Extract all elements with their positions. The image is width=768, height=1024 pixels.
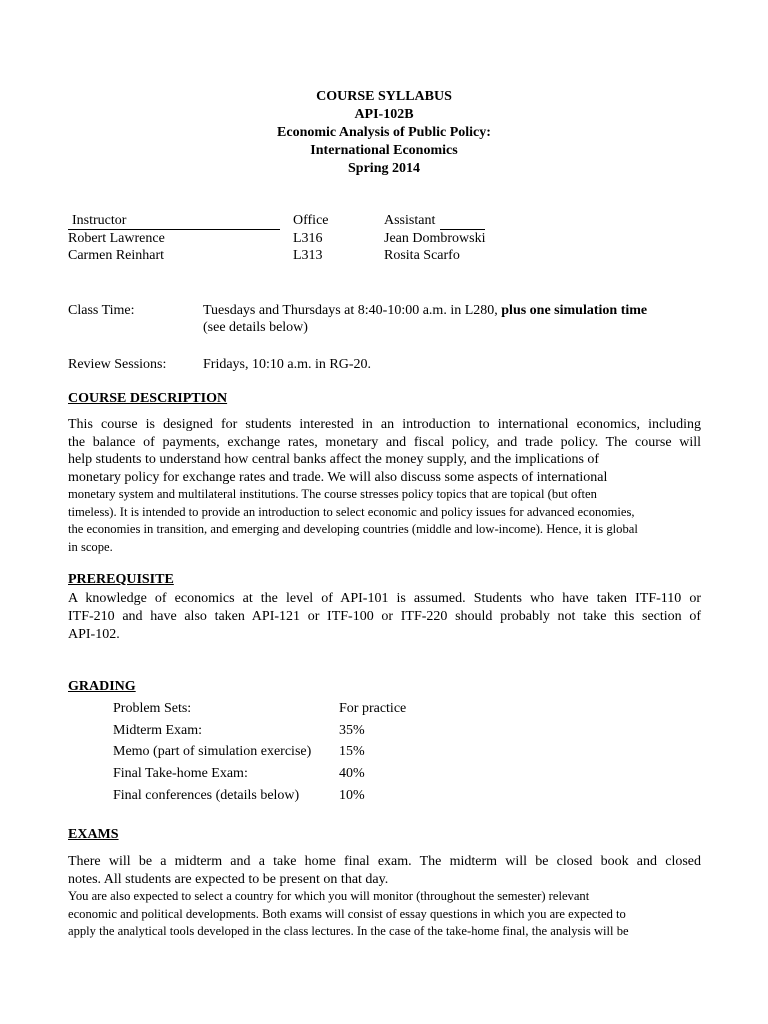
class-time-label: Class Time: [68, 303, 135, 318]
paragraph-line: You are also expected to select a country for which you will monitor (throughout the semester) relevant [68, 889, 590, 903]
paragraph-line: API-102. [68, 627, 120, 642]
course-name-line2: International Economics [310, 143, 458, 158]
assistant-1: Jean Dombrowski [384, 231, 486, 246]
paragraph-line: monetary system and multilateral institutions. The course stresses policy topics that are topical (but often [68, 487, 597, 501]
instructor-1: Robert Lawrence [68, 231, 165, 246]
syllabus-title: COURSE SYLLABUS [316, 89, 452, 104]
grading-heading: GRADING [68, 679, 136, 694]
review-label: Review Sessions: [68, 357, 167, 372]
course-code: API-102B [354, 107, 414, 122]
grading-item-label: Midterm Exam: [113, 723, 203, 738]
grading-item-label: Final Take-home Exam: [113, 766, 248, 781]
header-underline [68, 229, 280, 230]
paragraph-line: in scope. [68, 539, 113, 554]
class-time-emphasis: plus one simulation time [501, 303, 648, 318]
grading-item-value: 10% [339, 788, 365, 803]
grading-item-value: For practice [339, 701, 407, 716]
paragraph-line: the economies in transition, and emerging and developing countries (middle and low-income). Hence, it is global [68, 522, 638, 536]
office-1: L316 [293, 231, 323, 246]
paragraph-line: A knowledge of economics at the level of API-101 is assumed. Students who have taken ITF-110 or [68, 591, 701, 606]
grading-item-label: Problem Sets: [113, 701, 192, 716]
class-time-text: Tuesdays and Thursdays at 8:40-10:00 a.m. in L280, [203, 303, 498, 318]
header-instructor: Instructor [72, 213, 127, 228]
paragraph-line: economic and political developments. Both exams will consist of essay questions in which you are expected to [68, 906, 626, 921]
paragraph-line: There will be a midterm and a take home final exam. The midterm will be closed book and closed [68, 854, 701, 869]
review-value: Fridays, 10:10 a.m. in RG-20. [203, 357, 371, 372]
assistant-2: Rosita Scarfo [384, 248, 460, 263]
instructor-2: Carmen Reinhart [68, 248, 165, 263]
exams-text [68, 853, 701, 941]
paragraph-line: This course is designed for students interested in an introduction to international economics, including [68, 417, 701, 432]
exams-heading: EXAMS [68, 827, 119, 842]
grading-item-value: 40% [339, 766, 365, 781]
course-description-text [68, 416, 701, 556]
grading-item-label: Memo (part of simulation exercise) [113, 744, 312, 759]
prerequisite-heading: PREREQUISITE [68, 572, 174, 587]
paragraph-line: help students to understand how central banks affect the money supply, and the implications of [68, 452, 600, 467]
grading-item-label: Final conferences (details below) [113, 788, 300, 803]
course-description-heading: COURSE DESCRIPTION [68, 391, 228, 406]
prerequisite-text [68, 590, 701, 644]
class-time-note: (see details below) [203, 320, 308, 335]
assistant-underline [440, 229, 485, 230]
course-name-line1: Economic Analysis of Public Policy: [277, 125, 491, 140]
paragraph-line: apply the analytical tools developed in the class lectures. In the case of the take-home final, the analysis will be [68, 924, 629, 938]
grading-item-value: 15% [339, 744, 365, 759]
course-term: Spring 2014 [348, 161, 420, 176]
paragraph-line: the balance of payments, exchange rates, monetary and fiscal policy, and trade policy. The course will [68, 434, 701, 450]
office-2: L313 [293, 248, 323, 263]
header-assistant: Assistant [384, 213, 436, 228]
paragraph-line: timeless). It is intended to provide an introduction to select economic and policy issues for advanced economies, [68, 504, 635, 519]
header-office: Office [293, 213, 329, 228]
paragraph-line: notes. All students are expected to be present on that day. [68, 871, 389, 887]
paragraph-line: monetary policy for exchange rates and trade. We will also discuss some aspects of international [68, 469, 608, 485]
class-time-value [203, 303, 647, 319]
paragraph-line: ITF-210 and have also taken API-121 or ITF-100 or ITF-220 should probably not take this section of [68, 609, 701, 624]
grading-item-value: 35% [339, 723, 365, 738]
